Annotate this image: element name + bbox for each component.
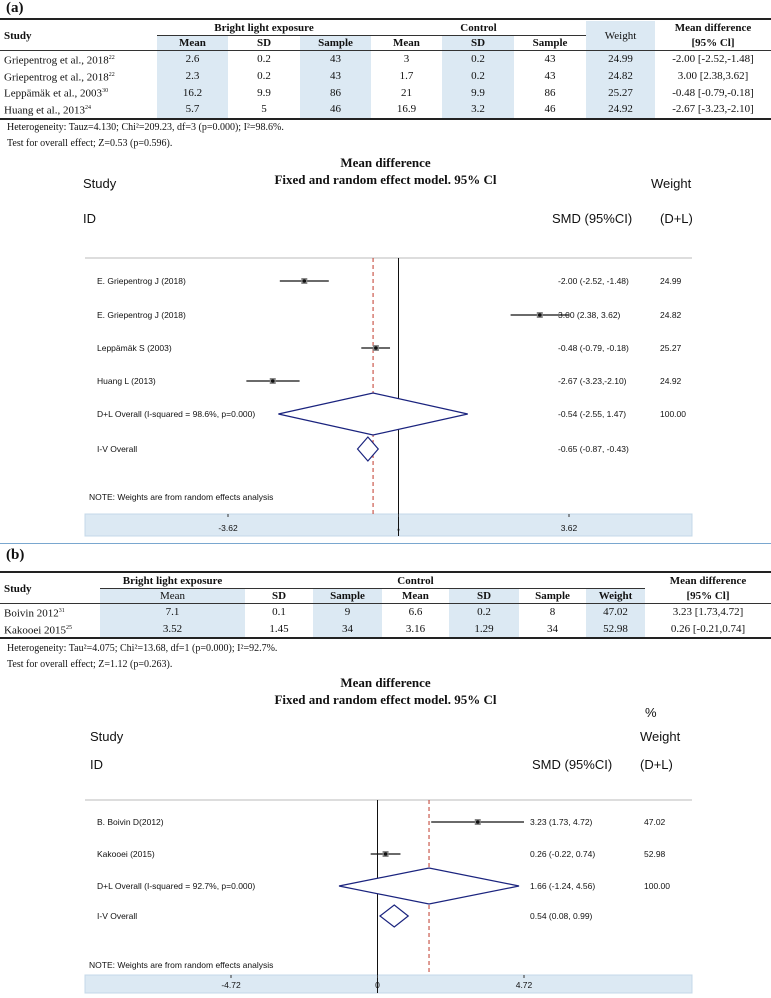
cell-n2: 8 bbox=[549, 606, 556, 619]
cell-n1: 86 bbox=[300, 84, 371, 101]
table-b-col-n1: Sample bbox=[313, 589, 382, 604]
cell-m1: 5.7 bbox=[157, 101, 228, 119]
forest-a-id-head: ID bbox=[83, 211, 96, 226]
table-a-col-sd1: SD bbox=[228, 36, 300, 51]
cell-m1: 3.52 bbox=[100, 621, 245, 639]
estimate-ci-label: -2.67 (-3.23,-2.10) bbox=[558, 376, 627, 386]
cell-sd1: 0.2 bbox=[257, 69, 271, 82]
study-label: Leppämäk S (2003) bbox=[97, 343, 172, 353]
forest-b-dl-head: (D+L) bbox=[640, 757, 673, 772]
table-b-col-mean2: Mean bbox=[382, 589, 449, 604]
x-tick-label: 4.72 bbox=[515, 980, 533, 990]
forest-a-title: Mean difference bbox=[340, 155, 431, 170]
table-b-col-n2: Sample bbox=[519, 589, 586, 604]
summary-diamond bbox=[339, 868, 519, 904]
x-tick-label: -4.72 bbox=[221, 980, 241, 990]
table-a-col-n2: Sample bbox=[514, 36, 586, 51]
summary-label: I-V Overall bbox=[97, 444, 138, 454]
x-tick-label: -3.62 bbox=[218, 523, 238, 533]
weight-label: 24.99 bbox=[660, 276, 682, 286]
cell-n2: 34 bbox=[547, 622, 558, 635]
table-a-group1-header: Bright light exposure bbox=[214, 22, 314, 34]
weight-label: 25.27 bbox=[660, 343, 682, 353]
panel-b-label: (b) bbox=[6, 547, 25, 563]
forest-a-dl-head: (D+L) bbox=[660, 211, 693, 226]
forest-a-weight-head: Weight bbox=[651, 176, 692, 191]
x-tick-label: 0 bbox=[397, 527, 400, 532]
estimate-ci-label: -0.48 (-0.79, -0.18) bbox=[558, 343, 629, 353]
overall-test-b: Test for overall effect; Z=1.12 (p=0.263). bbox=[7, 659, 173, 670]
forest-b-smd-head: SMD (95%CI) bbox=[532, 757, 613, 772]
table-b-study-header: Study bbox=[4, 582, 32, 595]
cell-md: 3.23 [1.73,4.72] bbox=[672, 606, 744, 619]
cell-w: 47.02 bbox=[586, 604, 645, 621]
table-b-col-sd2: SD bbox=[449, 589, 519, 604]
point-estimate bbox=[476, 820, 480, 824]
reference-superscript: 22 bbox=[108, 55, 115, 61]
table-b-group2-header: Control bbox=[397, 575, 434, 587]
study-name: Griepentrog et al., 2018 bbox=[4, 71, 109, 84]
table-a-study-header: Study bbox=[4, 29, 32, 42]
reference-superscript: 24 bbox=[84, 104, 91, 111]
forest-b-study-head: Study bbox=[90, 729, 124, 744]
cell-md: 0.26 [-0.21,0.74] bbox=[670, 622, 746, 635]
summary-label: D+L Overall (I-squared = 92.7%, p=0.000) bbox=[97, 881, 256, 891]
summary-ci-label: 1.66 (-1.24, 4.56) bbox=[530, 881, 596, 891]
cell-m1: 16.2 bbox=[157, 84, 228, 101]
overall-test-a: Test for overall effect; Z=0.53 (p=0.596). bbox=[7, 138, 173, 149]
cell-n1: 9 bbox=[313, 604, 382, 621]
study-label: E. Griepentrog J (2018) bbox=[97, 276, 186, 286]
summary-ci-label: 0.54 (0.08, 0.99) bbox=[530, 911, 593, 921]
reference-superscript: 22 bbox=[108, 71, 115, 78]
weight-label: 24.82 bbox=[660, 310, 682, 320]
cell-m1: 2.3 bbox=[157, 68, 228, 85]
summary-ci-label: -0.65 (-0.87, -0.43) bbox=[558, 444, 629, 454]
cell-m2: 16.9 bbox=[396, 103, 417, 116]
summary-ci-label: -0.54 (-2.55, 1.47) bbox=[558, 409, 627, 419]
cell-sd1: 5 bbox=[261, 103, 267, 116]
cell-n2: 86 bbox=[544, 86, 556, 99]
table-a-weight-header: Weight bbox=[586, 21, 655, 51]
forest-b-id-head: ID bbox=[90, 757, 103, 772]
summary-label: I-V Overall bbox=[97, 911, 138, 921]
summary-weight-label: 100.00 bbox=[644, 881, 670, 891]
x-tick-label: 3.62 bbox=[560, 523, 578, 533]
table-b-col-mean1: Mean bbox=[100, 589, 245, 604]
forest-a-note: NOTE: Weights are from random effects analysis bbox=[89, 492, 274, 502]
table-a-col-mean2: Mean bbox=[371, 36, 442, 51]
weight-label: 24.92 bbox=[660, 376, 682, 386]
reference-superscript: 31 bbox=[58, 608, 65, 614]
cell-m1: 2.6 bbox=[157, 51, 228, 68]
cell-w: 24.99 bbox=[586, 51, 655, 68]
cell-sd1: 0.1 bbox=[272, 606, 286, 619]
cell-w: 24.82 bbox=[586, 68, 655, 85]
cell-m2: 6.6 bbox=[408, 606, 423, 619]
table-b-col-weight: Weight bbox=[586, 589, 645, 604]
cell-sd2: 0.2 bbox=[449, 604, 519, 621]
cell-sd2: 1.29 bbox=[449, 621, 519, 639]
table-a-col-sd2: SD bbox=[442, 36, 514, 51]
cell-md: -2.00 [-2.52,-1.48] bbox=[672, 53, 754, 66]
cell-sd2: 0.2 bbox=[442, 51, 514, 68]
estimate-ci-label: 3.23 (1.73, 4.72) bbox=[530, 817, 593, 827]
estimate-ci-label: 3.00 (2.38, 3.62) bbox=[558, 310, 621, 320]
cell-sd1: 9.9 bbox=[257, 86, 271, 99]
table-a-md-subheader: [95% Cl] bbox=[691, 36, 735, 49]
study-label: Kakooei (2015) bbox=[97, 849, 155, 859]
summary-label: D+L Overall (I-squared = 98.6%, p=0.000) bbox=[97, 409, 256, 419]
heterogeneity-b: Heterogeneity: Tau²=4.075; Chi²=13.68, df=1 (p=0.000); I²=92.7%. bbox=[7, 643, 278, 654]
study-name: Boivin 2012 bbox=[4, 607, 59, 620]
forest-b-weight-head: Weight bbox=[640, 729, 681, 744]
reference-superscript: 25 bbox=[66, 624, 73, 631]
estimate-ci-label: 0.26 (-0.22, 0.74) bbox=[530, 849, 596, 859]
study-label: B. Boivin D(2012) bbox=[97, 817, 164, 827]
table-b-md-subheader: [95% Cl] bbox=[686, 589, 730, 602]
reference-superscript: 30 bbox=[102, 88, 109, 95]
table-a-col-mean1: Mean bbox=[157, 36, 228, 51]
cell-m1: 7.1 bbox=[100, 604, 245, 621]
cell-n1: 43 bbox=[300, 68, 371, 85]
summary-weight-label: 100.00 bbox=[660, 409, 686, 419]
heterogeneity-a: Heterogeneity: Tauz=4.130; Chi²=209.23, df=3 (p=0.000); I²=98.6%. bbox=[7, 122, 284, 133]
forest-b-note: NOTE: Weights are from random effects analysis bbox=[89, 960, 274, 970]
cell-m2: 3 bbox=[403, 53, 410, 66]
cell-md: 3.00 [2.38,3.62] bbox=[677, 69, 749, 82]
cell-md: -0.48 [-0.79,-0.18] bbox=[672, 86, 754, 99]
forest-a-study-head: Study bbox=[83, 176, 117, 191]
weight-label: 47.02 bbox=[644, 817, 666, 827]
weight-label: 52.98 bbox=[644, 849, 666, 859]
cell-sd1: 0.2 bbox=[257, 53, 271, 66]
study-name: Kakooei 2015 bbox=[4, 624, 67, 637]
cell-w: 52.98 bbox=[586, 621, 645, 639]
forest-b-title: Mean difference bbox=[340, 675, 431, 690]
table-b-md-header: Mean difference bbox=[669, 575, 747, 588]
cell-sd2: 3.2 bbox=[442, 101, 514, 119]
forest-a-subtitle: Fixed and random effect model. 95% Cl bbox=[274, 172, 497, 187]
panel-a-label: (a) bbox=[6, 0, 24, 16]
cell-m2: 1.7 bbox=[399, 69, 414, 82]
cell-n2: 46 bbox=[544, 103, 556, 116]
cell-w: 24.92 bbox=[586, 101, 655, 119]
study-name: Griepentrog et al., 2018 bbox=[4, 54, 109, 67]
cell-sd1: 1.45 bbox=[269, 622, 289, 635]
cell-m2: 21 bbox=[401, 86, 412, 99]
study-name: Leppämäk et al., 2003 bbox=[4, 87, 103, 100]
point-estimate bbox=[384, 852, 388, 856]
cell-n1: 43 bbox=[300, 51, 371, 68]
study-label: E. Griepentrog J (2018) bbox=[97, 310, 186, 320]
table-a-md-header: Mean difference bbox=[674, 22, 752, 35]
study-name: Huang et al., 2013 bbox=[4, 104, 85, 117]
summary-diamond bbox=[380, 905, 408, 927]
cell-md: -2.67 [-3.23,-2.10] bbox=[672, 103, 754, 116]
table-a-col-n1: Sample bbox=[300, 36, 371, 51]
estimate-ci-label: -2.00 (-2.52, -1.48) bbox=[558, 276, 629, 286]
study-label: Huang L (2013) bbox=[97, 376, 156, 386]
forest-b-pct-head: % bbox=[645, 705, 657, 720]
cell-sd2: 9.9 bbox=[442, 84, 514, 101]
cell-n1: 46 bbox=[300, 101, 371, 119]
x-axis-band bbox=[85, 975, 692, 993]
cell-n2: 43 bbox=[544, 53, 556, 66]
table-b-group1-header: Bright light exposure bbox=[122, 575, 223, 587]
cell-w: 25.27 bbox=[586, 84, 655, 101]
x-tick-label: 0 bbox=[375, 980, 380, 990]
cell-sd2: 0.2 bbox=[442, 68, 514, 85]
cell-m2: 3.16 bbox=[405, 622, 426, 635]
forest-b-subtitle: Fixed and random effect model. 95% Cl bbox=[274, 692, 497, 707]
cell-n2: 43 bbox=[544, 69, 556, 82]
table-b-col-sd1: SD bbox=[245, 589, 313, 604]
table-a-group2-header: Control bbox=[460, 22, 497, 34]
cell-n1: 34 bbox=[313, 621, 382, 639]
forest-a-smd-head: SMD (95%CI) bbox=[552, 211, 633, 226]
